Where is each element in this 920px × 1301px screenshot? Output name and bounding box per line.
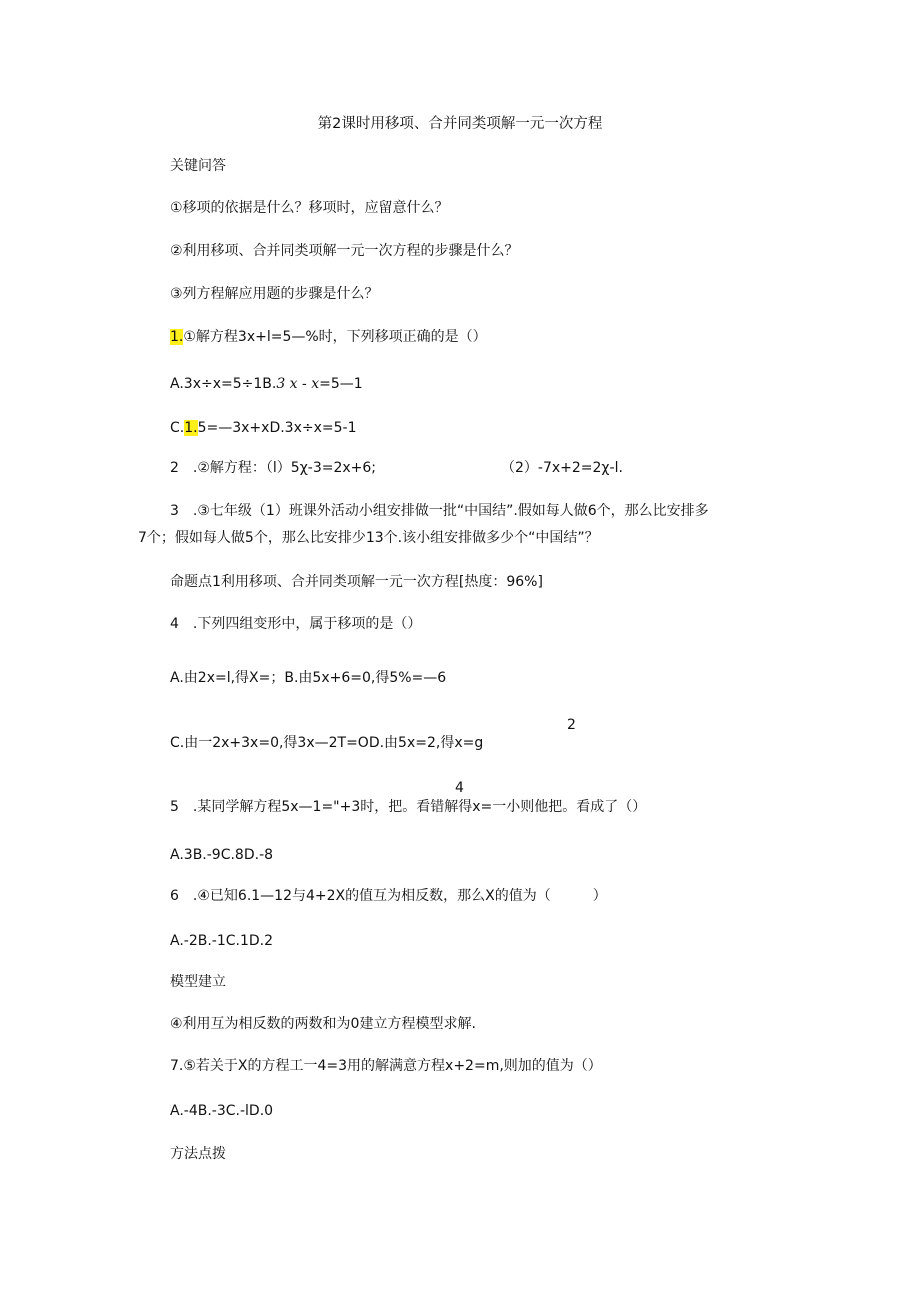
problem-4-options-cd: C.由一2x+3x=0,得3x—2T=OD.由5x=2,得x=g: [170, 735, 484, 751]
problem-4-fraction-numerator: 2: [567, 717, 576, 733]
problem-2-part-2: （2）-7x+2=2χ-l.: [501, 460, 623, 476]
problem-6-stem: 6 .④已知6.1—12与4+2X的值互为相反数，那么X的值为（ ）: [170, 888, 607, 904]
problem-3-line-1: 3 .③七年级（1）班课外活动小组安排做一批“中国结”.假如每人做6个，那么比安排多: [170, 503, 709, 519]
section-point-1: 命题点1利用移项、合并同类项解一元一次方程[热度：96%]: [170, 574, 543, 590]
problem-3-line-2: 7个；假如每人做5个，那么比安排少13个.该小组安排做多少个“中国结”？: [138, 530, 599, 546]
problem-7-stem: 7.⑤若关于X的方程工一4=3用的解满意方程x+2=m,则加的值为（）: [170, 1058, 602, 1074]
problem-2-part-1: 2 .②解方程：（l）5χ-3=2x+6;: [170, 460, 377, 476]
problem-4-stem: 4 .下列四组变形中，属于移项的是（）: [170, 616, 422, 632]
model-building-text: ④利用互为相反数的两数和为0建立方程模型求解.: [170, 1016, 476, 1032]
problem-4-options-ab: A.由2x=l,得X=；B.由5x+6=0,得5%=—6: [170, 670, 447, 686]
key-question-1: ①移项的依据是什么？移项时，应留意什么？: [170, 200, 449, 216]
problem-1-options-cd-suffix: 5=—3x+xD.3x÷x=5-1: [197, 420, 357, 436]
page-title: 第2课时用移项、合并同类项解一元一次方程: [317, 116, 603, 132]
problem-1-options-ab-suffix: =5—1: [319, 376, 363, 392]
model-building-heading: 模型建立: [170, 974, 226, 990]
problem-5-fraction-numerator: 4: [455, 780, 464, 796]
problem-7-options: A.-4B.-3C.-lD.0: [170, 1103, 274, 1119]
method-tips-heading: 方法点拨: [170, 1146, 226, 1162]
problem-1-options-cd: [170, 418, 356, 438]
problem-1-options-ab: [170, 374, 363, 394]
key-questions-heading: 关键问答: [170, 158, 226, 174]
problem-5-options: A.3B.-9C.8D.-8: [170, 847, 274, 863]
problem-1-options-ab-prefix: A.3x÷x=5÷1B.: [170, 376, 277, 392]
problem-1-options-ab-italic: 3 x - x: [276, 376, 320, 392]
problem-1-stem: [170, 327, 487, 347]
key-question-2: ②利用移项、合并同类项解一元一次方程的步骤是什么？: [170, 243, 519, 259]
problem-6-options: A.-2B.-1C.1D.2: [170, 933, 274, 949]
problem-1-options-cd-highlight: 1.: [184, 420, 198, 436]
problem-1-options-cd-prefix: C.: [170, 420, 185, 436]
problem-1-text: ①解方程3x+l=5—%时，下列移项正确的是（）: [183, 329, 487, 345]
key-question-3: ③列方程解应用题的步骤是什么？: [170, 286, 379, 302]
problem-5-stem: 5 .某同学解方程5x—1="+3时，把。看错解得x=一小则他把。看成了（）: [170, 799, 647, 815]
problem-1-number-highlight: 1.: [170, 329, 184, 345]
